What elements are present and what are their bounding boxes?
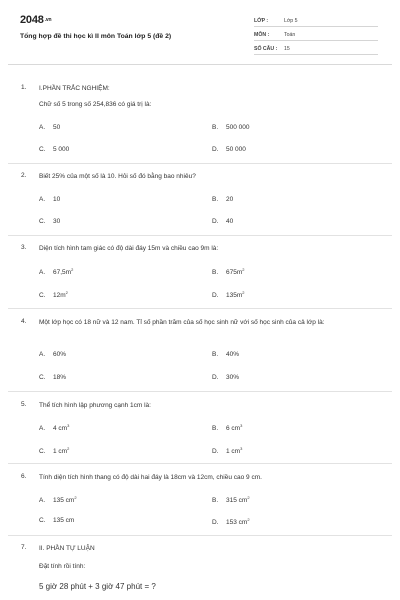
option-b[interactable]: B. 315 $cm^2$ [212,495,250,505]
option-a[interactable]: A. $67,5m^2$ [39,267,74,277]
meta-subject: MÔN : Toán [254,31,378,41]
option-a[interactable]: A. 135 $cm^2$ [39,495,77,505]
option-c[interactable]: C. 135 cm [39,517,75,524]
header-divider [8,64,392,65]
question-divider [8,391,392,392]
option-c[interactable]: C. 18% [39,374,67,381]
option-c[interactable]: C. $12m^2$ [39,290,68,300]
page-title: Tổng hợp đề thi học kì II môn Toán lớp 5 (đề 2) [20,33,172,40]
option-a[interactable]: A. 10 [39,196,61,203]
option-c[interactable]: C. 30 [39,218,61,225]
option-b[interactable]: B. 40% [212,351,240,358]
option-c[interactable]: C. 1 $cm^2$ [39,446,70,456]
option-c[interactable]: C. 5 000 [39,146,70,153]
option-b[interactable]: B. $675m^2$ [212,267,245,277]
option-a[interactable]: A. 4 $cm^3$ [39,423,70,433]
option-b[interactable]: B. 20 [212,196,234,203]
question-divider [8,163,392,164]
option-d[interactable]: D. 1 $cm^3$ [212,446,243,456]
option-d[interactable]: D. 40 [212,218,234,225]
site-logo[interactable]: 2048.vn [20,14,52,26]
question-divider [8,235,392,236]
question-1-text: Chữ số 5 trong số 254,836 có giá trị là: [39,101,152,108]
worksheet-page: 2048.vn Tổng hợp đề thi học kì II môn Toán lớp 5 (đề 2) LỚP : Lớp 5 MÔN : Toán SỐ CÂU : 15 1. I.PHẦN TRẮC NGHIỆM: Chữ số 5 trong số 254,836 có giá trị là: A. 50 B. 500 000 C. 5 000 D. 50 000 2. Biết 25% của một số là 10. Hỏi số đó bằng bao nhiêu? A. 10 B. 20 C. 30 D. 40 3. Diện tích hình tam giác có độ dài đáy 15m và chiều cao 9m là: A. $67,5m^2$ B. $675m^2$ C. $12m^2$ D. $135m^2$ 4. Một lớp học có 18 nữ và 12 nam. Tỉ số phần trăm của số học sinh nữ với số học sinh của cả lớp là: A. 60% B. 40% C. 18% D. 30% 5. Thể tích hình lập phương cạnh 1cm là: A. 4 $cm^3$ B. 6 $cm^3$ C. 1 $cm^2$ D. 1 $cm^3$ 6. Tính diện tích hình thang có độ dài hai đáy là 18cm và 12cm, chiều cao 9 cm. A. 135 $cm^2$ B. 315 $cm^2$ C. 135 cm D. 153 $cm^2$ 7. II. PHẦN TỰ LUẬN Đặt tính rồi tính: 5 giờ 28 phút + 3 giờ 47 phút = ? [0,0,400,600]
question-divider [8,535,392,536]
meta-count: SỐ CÂU : 15 [254,45,378,55]
question-7-expression: 5 giờ 28 phút + 3 giờ 47 phút = ? [39,582,156,591]
question-divider [8,308,392,309]
meta-class: LỚP : Lớp 5 [254,17,378,27]
option-d[interactable]: D. 153 $cm^2$ [212,517,250,527]
option-d[interactable]: D. 50 000 [212,146,246,153]
option-a[interactable]: A. 60% [39,351,67,358]
question-7-instruction: Đặt tính rồi tính: [39,563,86,570]
option-d[interactable]: D. $135m^2$ [212,290,245,300]
option-b[interactable]: B. 500 000 [212,124,250,131]
option-d[interactable]: D. 30% [212,374,240,381]
option-b[interactable]: B. 6 $cm^3$ [212,423,243,433]
option-a[interactable]: A. 50 [39,124,61,131]
question-divider [8,463,392,464]
